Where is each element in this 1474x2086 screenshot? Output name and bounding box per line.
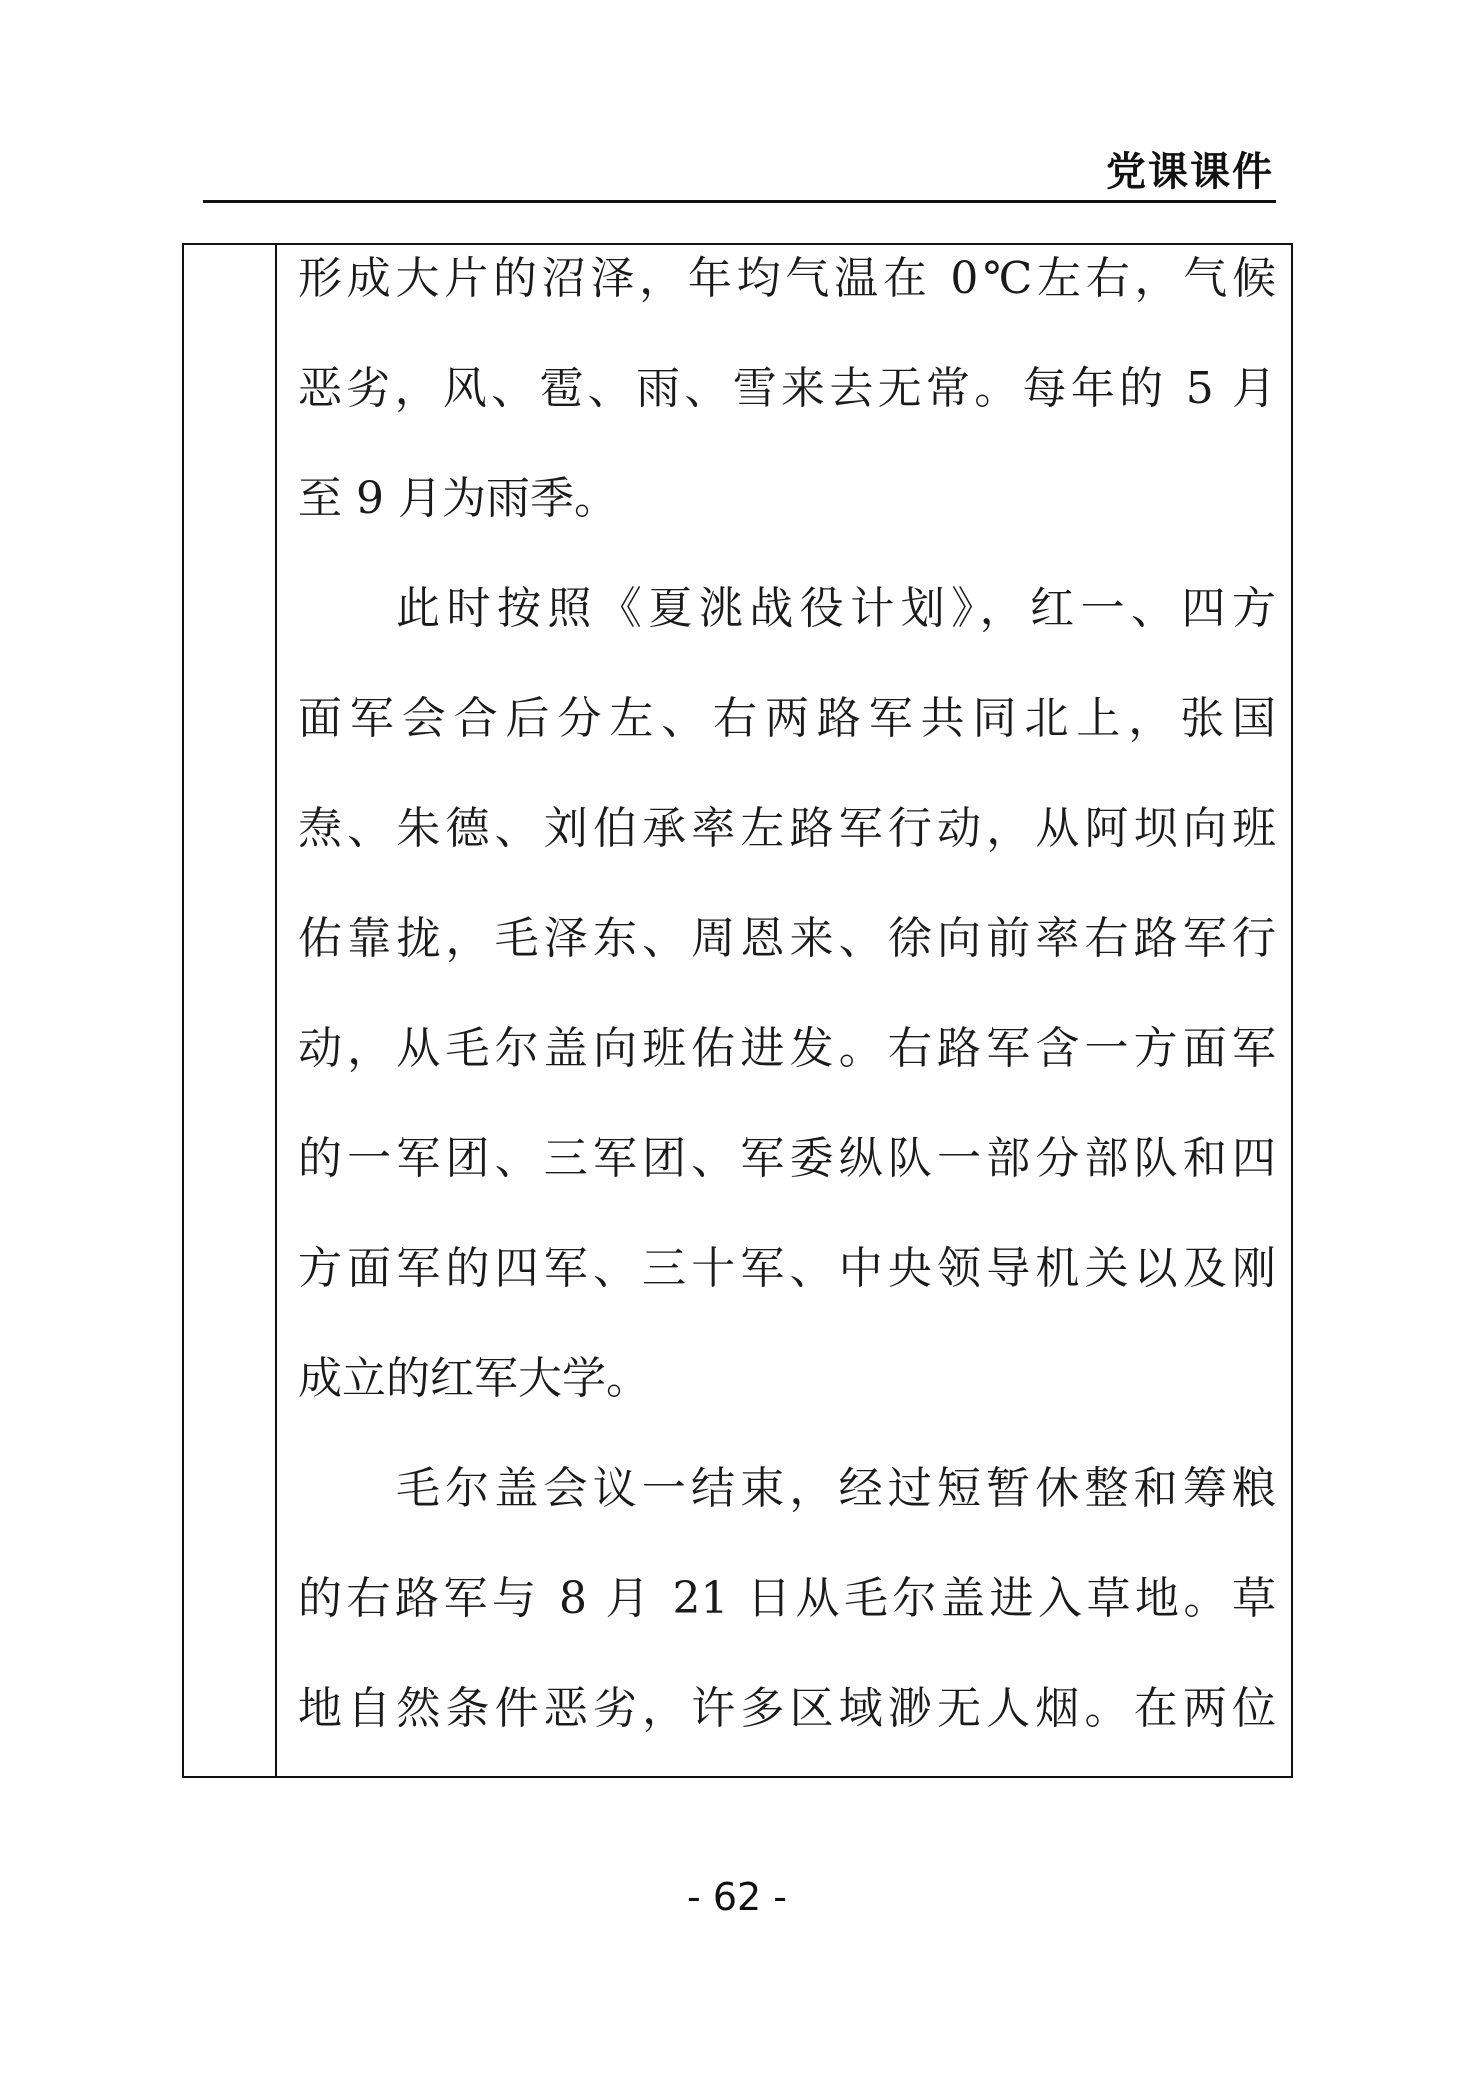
text-line: 成立的红军大学。 xyxy=(298,1353,650,1404)
content-table xyxy=(182,243,1293,1778)
text-line: 此时按照《夏洮战役计划》，红一、四方 xyxy=(396,583,1276,634)
text-line: 毛尔盖会议一结束，经过短暂休整和筹粮 xyxy=(396,1463,1276,1514)
text-line: 佑靠拢，毛泽东、周恩来、徐向前率右路军行 xyxy=(298,913,1276,964)
page-number: - 62 - xyxy=(687,1875,787,1919)
text-line: 恶劣，风、雹、雨、雪来去无常。每年的 5 月 xyxy=(298,363,1276,414)
text-line: 至 9 月为雨季。 xyxy=(298,473,618,524)
text-line: 地自然条件恶劣，许多区域渺无人烟。在两位 xyxy=(298,1683,1276,1734)
text-line: 的右路军与 8 月 21 日从毛尔盖进入草地。草 xyxy=(298,1573,1276,1624)
text-line: 面军会合后分左、右两路军共同北上，张国 xyxy=(298,693,1276,744)
text-line: 形成大片的沼泽，年均气温在 0℃左右，气候 xyxy=(298,253,1276,304)
text-line: 动，从毛尔盖向班佑进发。右路军含一方面军 xyxy=(298,1023,1276,1074)
header-divider xyxy=(203,200,1276,203)
text-line: 的一军团、三军团、军委纵队一部分部队和四 xyxy=(298,1133,1276,1184)
text-line: 焘、朱德、刘伯承率左路军行动，从阿坝向班 xyxy=(298,803,1276,854)
header-title: 党课课件 xyxy=(1106,149,1274,195)
text-line: 方面军的四军、三十军、中央领导机关以及刚 xyxy=(298,1243,1276,1294)
table-left-column xyxy=(184,245,277,1776)
